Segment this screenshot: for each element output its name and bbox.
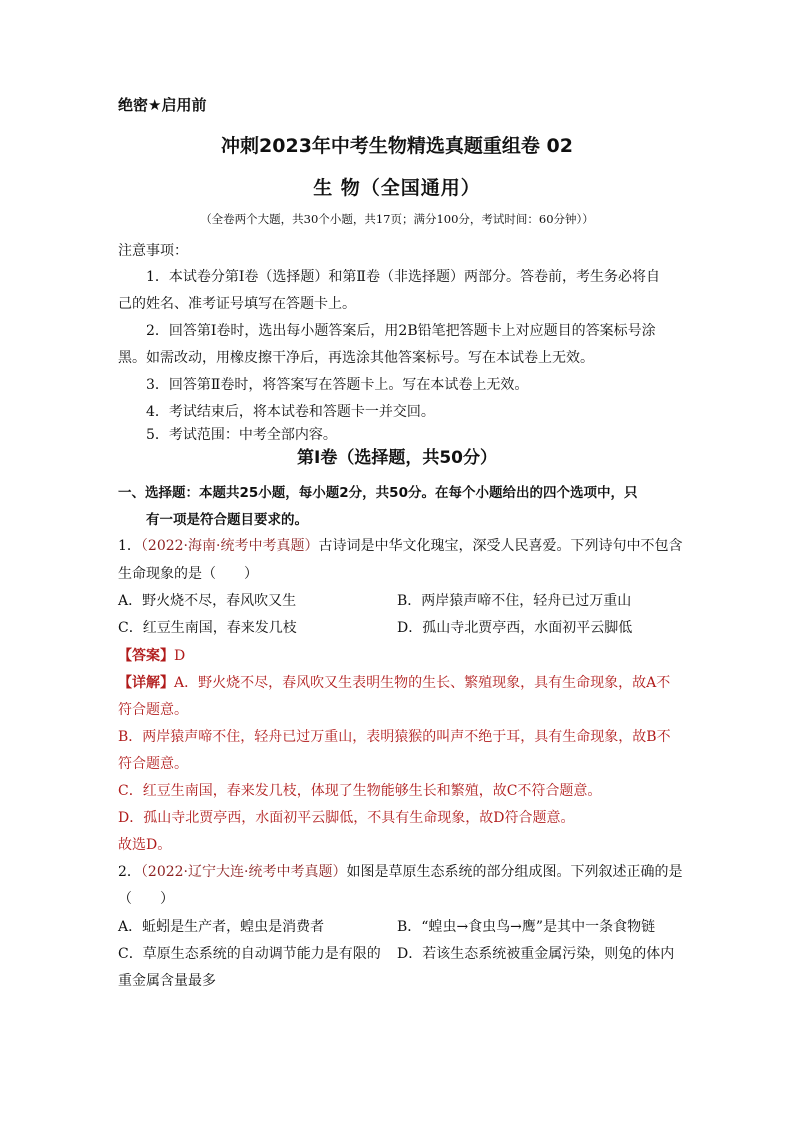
notice-line: 5．考试范围：中考全部内容。: [146, 427, 337, 443]
question-2-stem: [118, 861, 682, 881]
notice-line: 黑。如需改动，用橡皮擦干净后，再选涂其他答案标号。写在本试卷上无效。: [118, 350, 594, 366]
notice-line: 3．回答第Ⅱ卷时，将答案写在答题卡上。写在本试卷上无效。: [146, 377, 529, 393]
question-text: 如图是草原生态系统的部分组成图。下列叙述正确的是: [346, 864, 683, 880]
section-heading: 第Ⅰ卷（选择题，共50分）: [297, 448, 497, 468]
confidential-label: 绝密★启用前: [118, 96, 207, 114]
question-number: 2．: [118, 864, 141, 880]
option-d-continued: 重金属含量最多: [118, 973, 216, 989]
exam-info: （全卷两个大题，共30个小题，共17页；满分100分，考试时间：60分钟））: [200, 212, 594, 226]
detail-line: [118, 672, 670, 692]
question-1-stem: [118, 535, 682, 555]
exam-subtitle: 生 物（全国通用）: [313, 177, 481, 199]
detail-text: A．野火烧不尽，春风吹又生表明生物的生长、繁殖现象，具有生命现象，故A不: [174, 675, 671, 691]
detail-label: 【详解】: [118, 675, 174, 691]
notice-line: 4．考试结束后，将本试卷和答题卡一并交回。: [146, 404, 435, 420]
notice-heading: 注意事项：: [118, 243, 188, 259]
question-number: 1．: [118, 538, 141, 554]
detail-line: B．两岸猿声啼不住，轻舟已过万重山，表明猿猴的叫声不绝于耳，具有生命现象，故B不: [118, 729, 671, 745]
option-d: D．孤山寺北贾亭西，水面初平云脚低: [397, 620, 633, 636]
notice-line: 2．回答第Ⅰ卷时，选出每小题答案后，用2B铅笔把答题卡上对应题目的答案标号涂: [146, 323, 656, 339]
answer-label: 【答案】: [118, 648, 174, 664]
question-text: 古诗词是中华文化瑰宝，深受人民喜爱。下列诗句中不包含: [318, 538, 683, 554]
detail-line: 符合题意。: [118, 756, 188, 772]
option-c: C．红豆生南国，春来发几枝: [118, 620, 297, 636]
question-source: （2022·辽宁大连·统考中考真题）: [140, 864, 347, 880]
option-b: B．“蝗虫→食虫鸟→鹰”是其中一条食物链: [397, 919, 656, 935]
conclusion: 故选D。: [118, 837, 172, 853]
detail-line: 符合题意。: [118, 702, 188, 718]
option-a: A．蚯蚓是生产者，蝗虫是消费者: [118, 919, 325, 935]
exam-title: 冲刺2023年中考生物精选真题重组卷 02: [221, 135, 573, 157]
answer-value: D: [174, 648, 186, 664]
option-c: C．草原生态系统的自动调节能力是有限的: [118, 946, 381, 962]
answer-line: [118, 645, 185, 665]
section-instruction: 有一项是符合题目要求的。: [146, 512, 308, 528]
notice-line: 1．本试卷分第Ⅰ卷（选择题）和第Ⅱ卷（非选择题）两部分。答卷前，考生务必将自: [146, 269, 660, 285]
option-b: B．两岸猿声啼不住，轻舟已过万重山: [397, 593, 632, 609]
option-d: D．若该生态系统被重金属污染，则兔的体内: [397, 946, 675, 962]
question-text: （ ）: [118, 891, 174, 907]
question-source: （2022·海南·统考中考真题）: [140, 538, 319, 554]
option-a: A．野火烧不尽，春风吹又生: [118, 593, 297, 609]
section-instruction: 一、选择题：本题共25小题，每小题2分，共50分。在每个小题给出的四个选项中，只: [118, 485, 638, 501]
detail-line: C．红豆生南国，春来发几枝，体现了生物能够生长和繁殖，故C不符合题意。: [118, 783, 602, 799]
detail-line: D．孤山寺北贾亭西，水面初平云脚低，不具有生命现象，故D符合题意。: [118, 810, 575, 826]
question-text: 生命现象的是（ ）: [118, 566, 258, 582]
notice-line: 己的姓名、准考证号填写在答题卡上。: [118, 296, 356, 312]
